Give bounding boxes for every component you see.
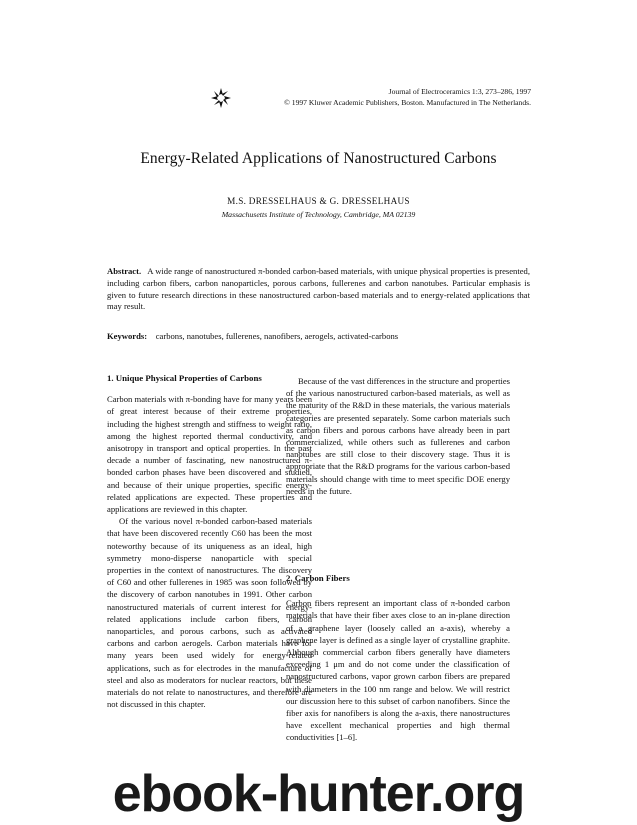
right-column-bottom	[286, 572, 510, 744]
abstract	[107, 266, 530, 313]
left-column	[107, 373, 312, 710]
section-2-heading: 2. Carbon Fibers	[286, 573, 350, 583]
abstract-text: A wide range of nanostructured π-bonded carbon-based materials, with unique physical properties is presented, including carbon fibers, carbon nanoparticles, porous carbons, fullerenes and carbon nanotubes. Particular emphasis is given to future research directions in these nanostructured carbon-based materials and to energy-related applications that may result.	[107, 266, 530, 312]
section-2-paragraph-1: Carbon fibers represent an important class of π-bonded carbon materials that have their fiber axes close to an in-plane direction of a graphene layer (loosely called an a-axis), whereby a graphene layer is defined as a single layer of crystalline graphite. Although commercial carbon fibers generally have diameters exceeding 1 μm and do not come under the classification of nanostructured carbons, vapor grown carbon fibers are prepared with diameters in the 100 nm range and below. We will restrict our discussion here to this subset of carbon nanofibers. Since the fiber axis for nanofibers is along the a-axis, there nanostructures have excellent mechanical properties and high thermal conductivities [1–6].	[286, 598, 510, 743]
keywords-text: carbons, nanotubes, fullerenes, nanofibers, aerogels, activated-carbons	[155, 331, 399, 341]
section-1-paragraph-2: Of the various novel π-bonded carbon-based materials that have been discovered recently C60 has been the most noteworthy because of its uniqueness as an ideal, high symmetry mono-disperse nanoparticle with special properties in the context of nanostructures. The discovery of C60 and other fullerenes in 1985 was soon followed by the discovery of carbon nanotubes in 1991. Other carbon nanostructured materials of current interest for energy-related applications include carbon fibers, carbon nanoparticles, and porous carbons, such as activated carbons and carbon aerogels. Carbon materials have for many years been used widely for energy-related applications, such as for electrodes in the manufacture of steel and also as moderators for nuclear reactors, but these materials do not relate to nanostructures, and therefore are not discussed in this chapter.	[107, 516, 312, 710]
keywords	[107, 331, 530, 343]
author-affiliation: Massachusetts Institute of Technology, Cambridge, MA 02139	[221, 210, 416, 219]
keywords-label: Keywords:	[107, 331, 148, 341]
section-1-heading: 1. Unique Physical Properties of Carbons	[107, 373, 262, 383]
section-1-paragraph-1: Carbon materials with π-bonding have for many years been of great interest because of their extreme properties, including the highest strength and stiffness to weight ratio, among the highest reported thermal conductivity, and anisotropy in transport and optical properties. In the past decade a number of fascinating, new nanostructured π-bonded carbon phases have been discovered and studied, and because of their unique properties, specific energy-related applications are expected. These properties and applications are reviewed in this chapter.	[107, 394, 312, 515]
paper-title: Energy-Related Applications of Nanostructured Carbons	[140, 150, 497, 167]
journal-header	[211, 86, 531, 108]
paper-authors: M.S. DRESSELHAUS & G. DRESSELHAUS	[227, 196, 410, 206]
section-1-paragraph-3: Because of the vast differences in the structure and properties of the various nanostructured carbon-based materials, as well as the maturity of the R&D in these materials, the various materials categories are presented separately. Some carbon materials such as carbon fibers and porous carbons have already been in part commercialized, while others such as fullerenes and carbon nanotubes are still close to their discovery stage. Thus it is appropriate that the R&D programs for the various carbon-based materials should change with time to meet specific DOE energy needs in the future.	[286, 376, 510, 496]
abstract-label: Abstract.	[107, 266, 142, 276]
copyright-notice: © 1997 Kluwer Academic Publishers, Boston. Manufactured in The Netherlands.	[284, 98, 531, 107]
watermark-text: ebook-hunter.org	[112, 765, 525, 823]
right-column-top	[286, 375, 510, 497]
journal-citation: Journal of Electroceramics 1:3, 273–286, 1997	[388, 87, 531, 96]
